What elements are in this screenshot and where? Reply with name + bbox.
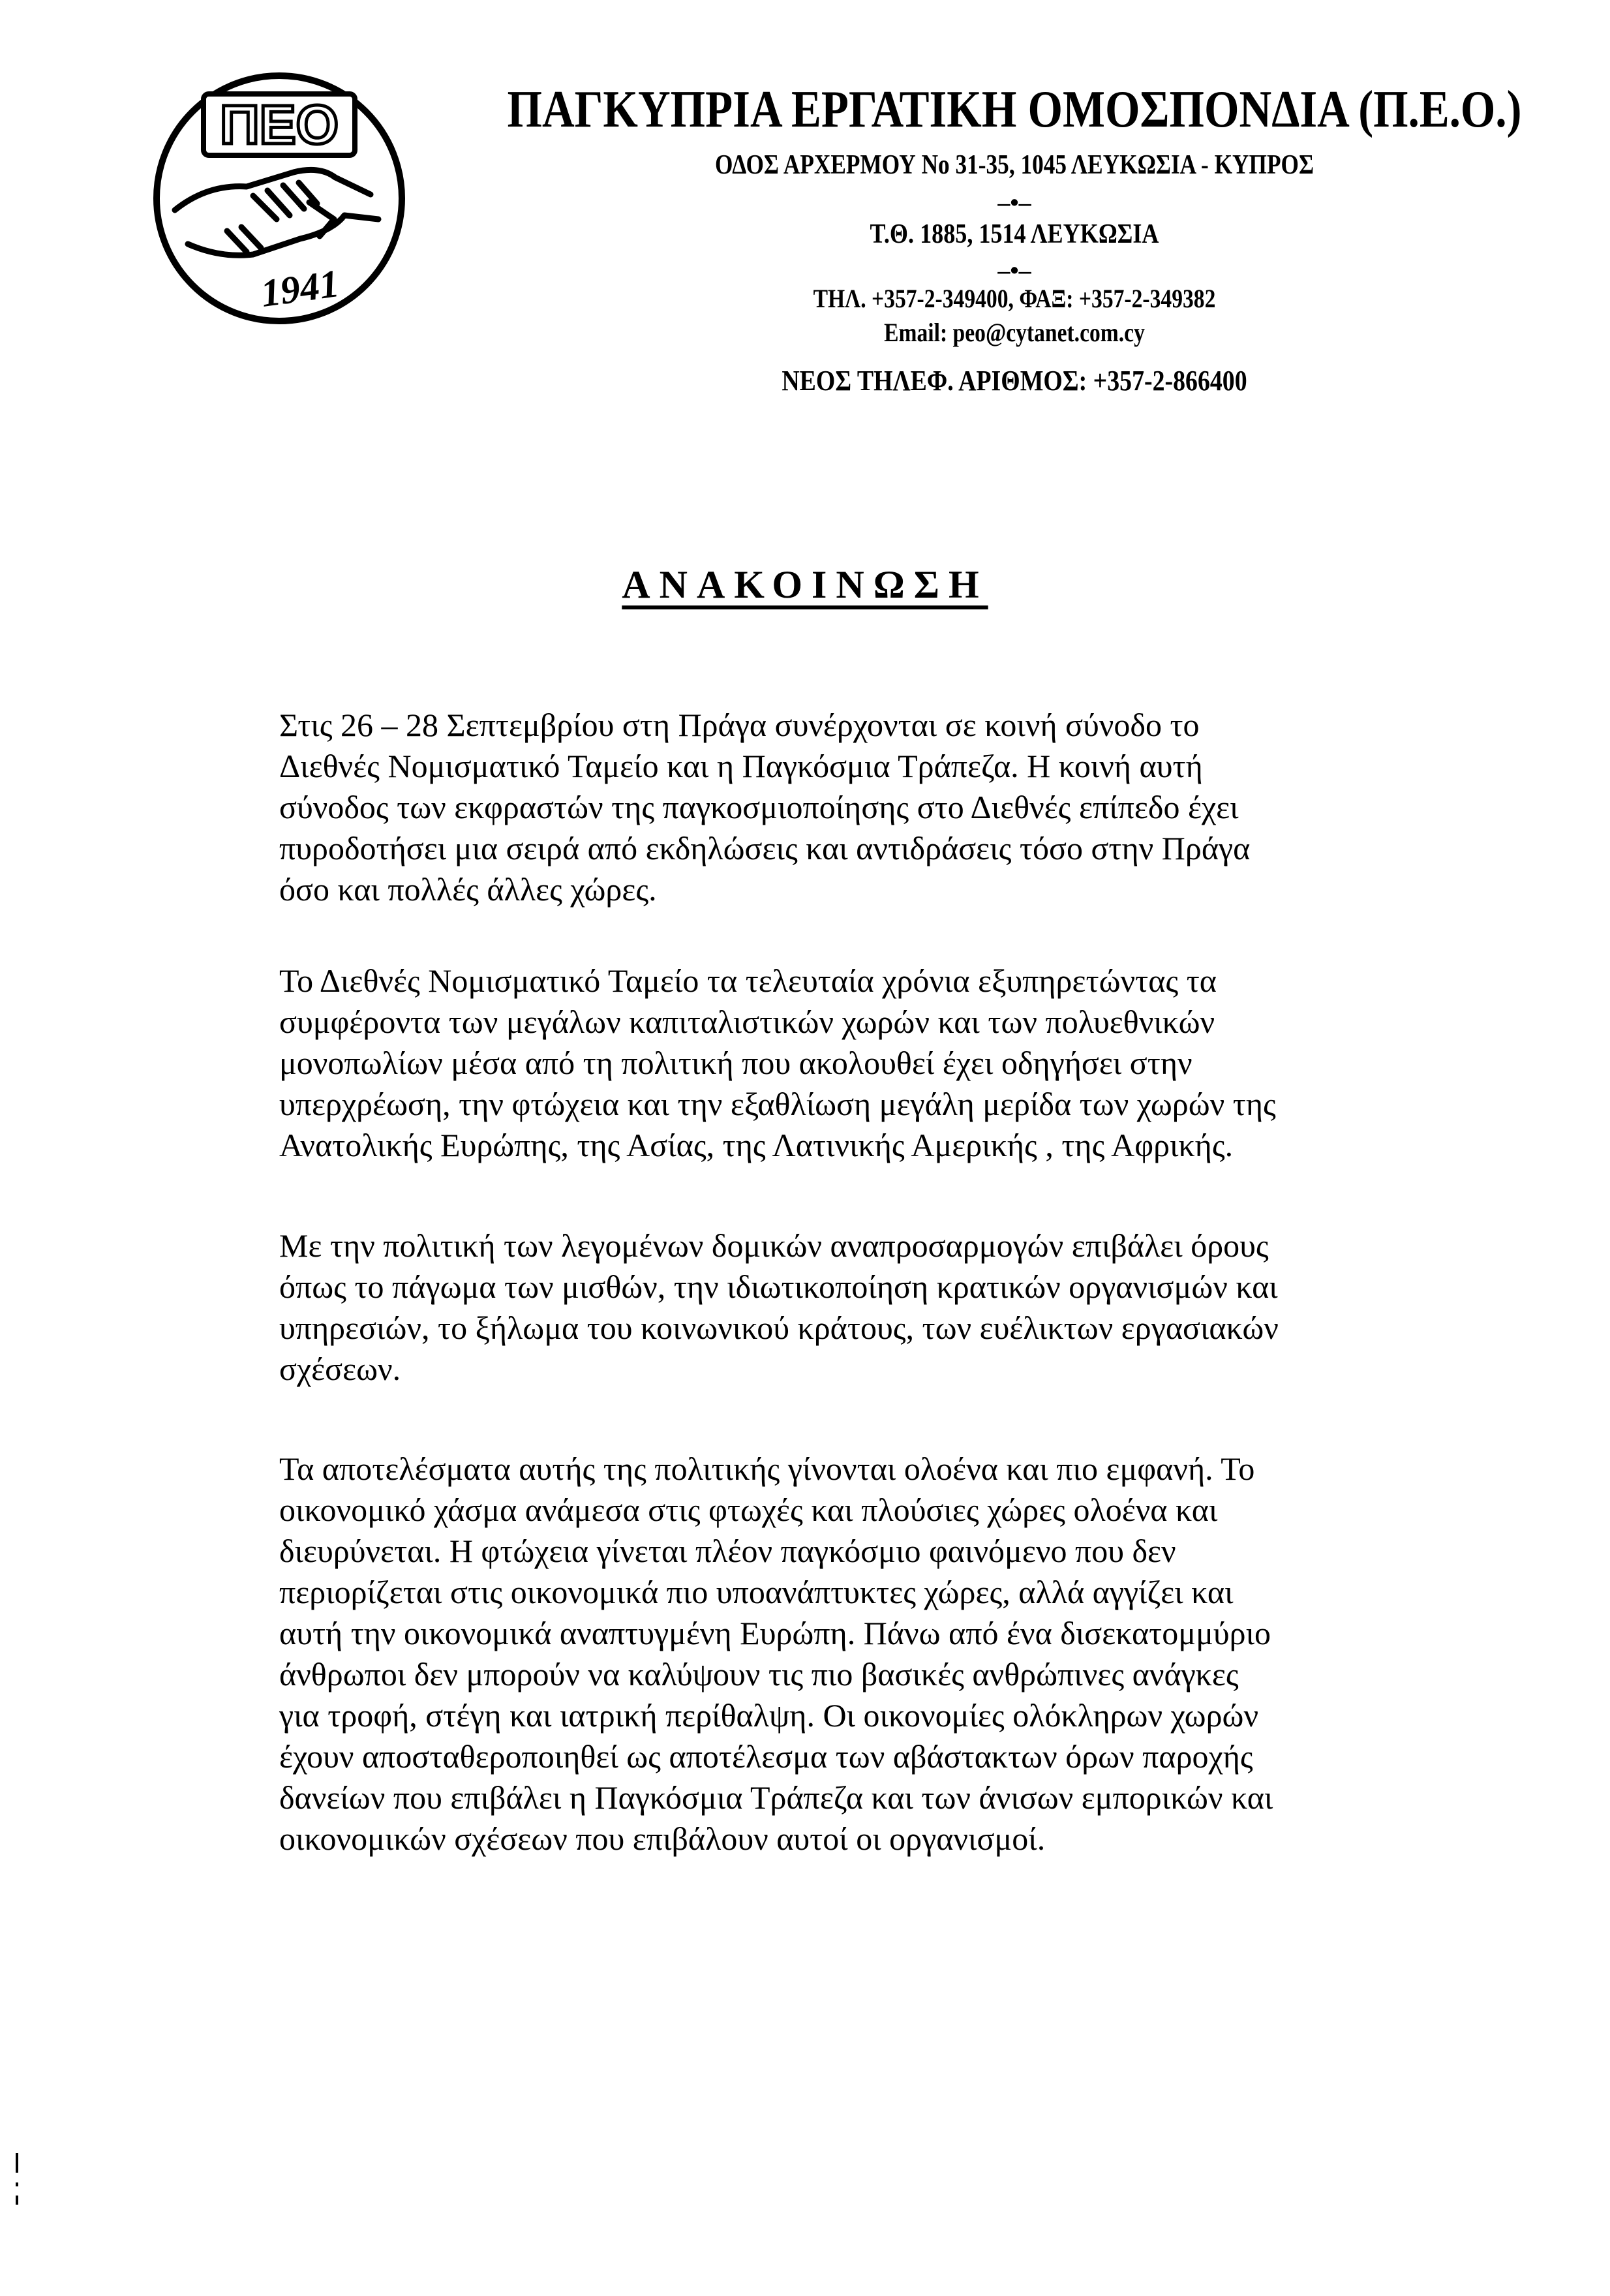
paragraph-line: οικονομικών σχέσεων που επιβάλουν αυτοί οι οργανισμοί. (279, 1820, 1046, 1857)
new-phone-number: ΝΕΟΣ ΤΗΛΕΦ. ΑΡΙΘΜΟΣ: +357-2-866400 (782, 365, 1247, 397)
paragraph-line: Στις 26 – 28 Σεπτεμβρίου στη Πράγα συνέρχονται σε κοινή σύνοδο το (279, 707, 1200, 743)
logo-emblem (149, 68, 410, 329)
paragraph-line: οικονομικό χάσμα ανάμεσα στις φτωχές και πλούσιες χώρες ολοένα και (279, 1492, 1218, 1528)
paragraph-line: Με την πολιτική των λεγομένων δομικών αναπροσαρμογών επιβάλει όρους (279, 1227, 1269, 1264)
organization-name: ΠΑΓΚΥΠΡΙΑ ΕΡΓΑΤΙΚΗ ΟΜΟΣΠΟΝΔΙΑ (Π.Ε.Ο.) (507, 81, 1522, 138)
logo-initials: ΠΕΟ (219, 94, 339, 155)
paragraph-line: υπερχρέωση, την φτώχεια και την εξαθλίωση μεγάλη μερίδα των χωρών της (279, 1086, 1276, 1122)
paragraph (279, 1225, 1440, 1390)
paragraph (279, 705, 1440, 910)
scan-artifact (16, 2153, 18, 2173)
paragraph-line: Ανατολικής Ευρώπης, της Ασίας, της Λατινικής Αμερικής , της Αφρικής. (279, 1127, 1234, 1163)
paragraph-line: σχέσεων. (279, 1351, 401, 1387)
paragraph-line: Διεθνές Νομισματικό Ταμείο και η Παγκόσμια Τράπεζα. Η κοινή αυτή (279, 748, 1203, 784)
paragraph-line: έχουν αποσταθεροποιηθεί ως αποτέλεσμα των αβάστακτων όρων παροχής (279, 1738, 1253, 1775)
paragraph-line: υπηρεσιών, το ξήλωμα του κοινωνικού κράτους, των ευέλικτων εργασιακών (279, 1309, 1279, 1346)
paragraph-line: για τροφή, στέγη και ιατρική περίθαλψη. Οι οικονομίες ολόκληρων χωρών (279, 1697, 1259, 1734)
paragraph-line: συμφέροντα των μεγάλων καπιταλιστικών χωρών και των πολυεθνικών (279, 1003, 1215, 1040)
paragraph-line: πυροδοτήσει μια σειρά από εκδηλώσεις και αντιδράσεις τόσο στην Πράγα (279, 830, 1251, 866)
paragraph-line: όπως το πάγωμα των μισθών, την ιδιωτικοποίηση κρατικών οργανισμών και (279, 1268, 1278, 1305)
paragraph-line: διευρύνεται. Η φτώχεια γίνεται πλέον παγκόσμιο φαινόμενο που δεν (279, 1533, 1176, 1569)
street-address: ΟΔΟΣ ΑΡΧΕΡΜΟΥ Νο 31-35, 1045 ΛΕΥΚΩΣΙΑ - ΚΥΠΡΟΣ (714, 150, 1314, 180)
announcement-title: ΑΝΑΚΟΙΝΩΣΗ (622, 563, 988, 606)
paragraph-line: δανείων που επιβάλει η Παγκόσμια Τράπεζα και των άνισων εμπορικών και (279, 1779, 1273, 1816)
paragraph-line: μονοπωλίων μέσα από τη πολιτική που ακολουθεί έχει οδηγήσει στην (279, 1045, 1192, 1081)
scan-artifact (16, 2182, 18, 2186)
paragraph (279, 1448, 1440, 1860)
paragraph-line: άνθρωποι δεν μπορούν να καλύψουν τις πιο βασικές ανθρώπινες ανάγκες (279, 1656, 1239, 1692)
paragraph-line: όσο και πολλές άλλες χώρες. (279, 871, 657, 908)
logo-year: 1941 (258, 261, 342, 316)
paragraph-line: Το Διεθνές Νομισματικό Ταμείο τα τελευταία χρόνια εξυπηρετώντας τα (279, 962, 1217, 999)
peo-logo (149, 68, 410, 329)
paragraph-line: αυτή την οικονομικά αναπτυγμένη Ευρώπη. Πάνω από ένα δισεκατομμύριο (279, 1615, 1271, 1651)
paragraph (279, 960, 1440, 1166)
po-box: Τ.Θ. 1885, 1514 ΛΕΥΚΩΣΙΑ (870, 219, 1159, 249)
handshake-icon (175, 170, 378, 255)
scan-artifact (16, 2196, 18, 2205)
phone-fax: ΤΗΛ. +357-2-349400, ΦΑΞ: +357-2-349382 (813, 284, 1216, 313)
header-separator: –•– (997, 257, 1031, 284)
paragraph-line: περιορίζεται στις οικονομικά πιο υποανάπτυκτες χώρες, αλλά αγγίζει και (279, 1574, 1234, 1610)
paragraph-line: Τα αποτελέσματα αυτής της πολιτικής γίνονται ολοένα και πιο εμφανή. Το (279, 1450, 1255, 1487)
paragraph-line: σύνοδος των εκφραστών της παγκοσμιοποίησης στο Διεθνές επίπεδο έχει (279, 789, 1239, 825)
header-separator: –•– (997, 189, 1031, 217)
email-address: Email: peo@cytanet.com.cy (884, 318, 1145, 347)
